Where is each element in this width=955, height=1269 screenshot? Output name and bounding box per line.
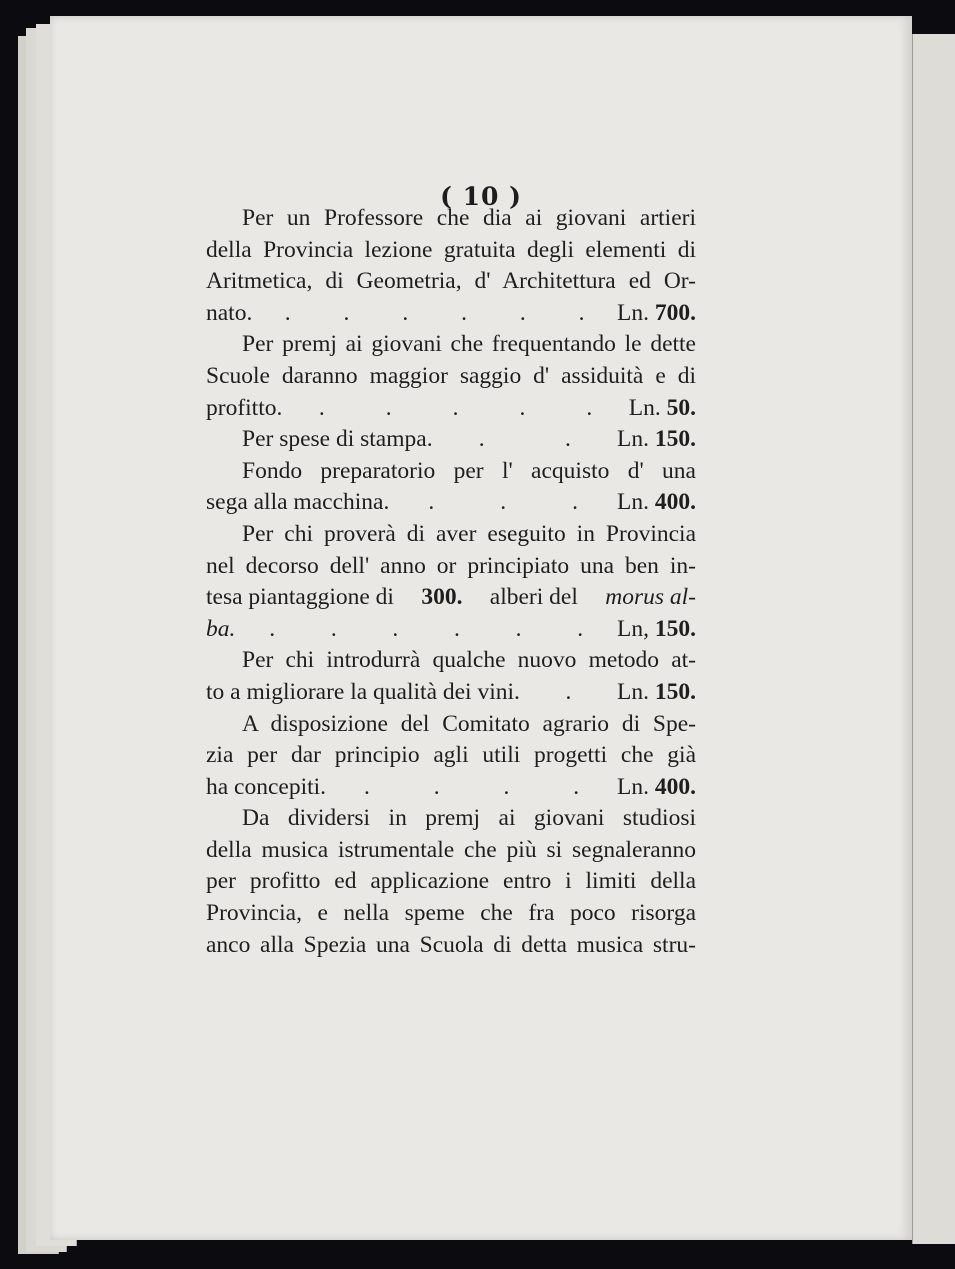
text-line: per profitto ed applicazione entro i limiti della [206, 868, 696, 895]
leader-dot: . [461, 299, 467, 326]
budget-entry [206, 456, 696, 519]
text-line: A disposizione del Comitato agrario di Spe- [242, 710, 696, 737]
text-line: Fondo preparatorio per l' acquisto d' una [242, 457, 696, 484]
amount-line [206, 677, 696, 709]
amount-line [206, 298, 696, 330]
currency: Ln. [617, 678, 649, 705]
amount-line [206, 424, 696, 456]
tree-count: 300. [421, 584, 463, 611]
currency: Ln. [617, 299, 649, 326]
entry-text: ba. [206, 615, 236, 642]
currency: Ln. [617, 489, 649, 516]
budget-entry [206, 519, 696, 645]
leader-dots [252, 298, 617, 330]
text-line: della Provincia lezione gratuita degli elementi di [206, 236, 696, 263]
entry-text: sega alla macchina. [206, 489, 390, 516]
line-text: alberi del [489, 584, 578, 611]
leader-dot: . [269, 615, 276, 642]
leader-dots [389, 487, 617, 519]
leader-dots [433, 424, 617, 456]
text-line: nel decorso dell' anno or principiato una ben in- [206, 552, 696, 579]
text-line: Da dividersi in premj ai giovani studiosi [242, 805, 696, 832]
leader-dot: . [578, 299, 585, 326]
leader-dot: . [572, 489, 578, 516]
amount [617, 677, 696, 709]
facing-page-edge [912, 34, 955, 1244]
leader-dot: . [402, 299, 409, 326]
entry-text: to a migliorare la qualità dei vini. [206, 678, 520, 705]
amount [617, 298, 696, 330]
text-line: Per chi introdurrà qualche nuovo metodo at- [242, 647, 696, 674]
leader-dots [282, 393, 628, 425]
text-line: Per premj ai giovani che frequentando le dette [242, 331, 696, 358]
leader-dot: . [503, 773, 510, 800]
amount [617, 424, 696, 456]
leader-dot: . [452, 394, 459, 421]
amount-value: 150. [654, 678, 696, 705]
latin-name: morus al- [605, 584, 696, 611]
leader-dot: . [519, 299, 526, 326]
leader-dot: . [343, 299, 350, 326]
leader-dots [235, 614, 617, 646]
leader-dot: . [564, 426, 571, 453]
text-line: Per chi proverà di aver eseguito in Provincia [242, 520, 696, 547]
amount-value: 400. [654, 489, 696, 516]
leader-dot: . [330, 615, 337, 642]
text-line [206, 582, 696, 614]
text-line: Provincia, e nella speme che fra poco risorga [206, 900, 696, 927]
amount-value: 400. [654, 773, 696, 800]
leader-dots [326, 772, 617, 804]
currency: Ln, [617, 615, 649, 642]
currency: Ln. [617, 773, 649, 800]
leader-dot: . [433, 773, 440, 800]
amount-line [206, 393, 696, 425]
entry-text: profitto. [206, 394, 283, 421]
entry-text: nato. [206, 299, 253, 326]
budget-entry [206, 424, 696, 456]
leader-dot: . [284, 299, 291, 326]
budget-entry [206, 645, 696, 708]
amount-value: 150. [654, 615, 696, 642]
leader-dot: . [454, 615, 460, 642]
amount-value: 150. [654, 426, 696, 453]
currency: Ln. [628, 394, 661, 421]
text-line: Per un Professore che dia ai giovani artieri [242, 205, 696, 231]
amount [617, 614, 696, 646]
page-body [206, 203, 696, 961]
text-line: anco alla Spezia una Scuola di detta musica stru- [206, 931, 696, 958]
amount-value: 50. [666, 394, 696, 421]
text-line: Scuole daranno maggior saggio d' assiduità e di [206, 362, 696, 389]
amount-value: 700. [654, 299, 696, 326]
amount [617, 487, 696, 519]
amount [629, 393, 696, 425]
text-line: zia per dar principio agli utili progetti che già [206, 742, 696, 769]
leader-dot: . [318, 394, 325, 421]
entry-text: ha concepiti. [206, 773, 327, 800]
leader-dot: . [515, 615, 522, 642]
entry-text: Per spese di stampa. [242, 426, 433, 453]
page-number: ( 10 ) [440, 182, 522, 211]
leader-dot: . [573, 773, 580, 800]
leader-dot: . [428, 489, 435, 516]
leader-dots [520, 677, 617, 709]
leader-dot: . [586, 394, 593, 421]
amount-line [206, 614, 696, 646]
leader-dot: . [519, 394, 526, 421]
amount-line [206, 772, 696, 804]
budget-entry [206, 329, 696, 424]
budget-entry [206, 803, 696, 961]
amount [617, 772, 696, 804]
leader-dot: . [385, 394, 392, 421]
leader-dot: . [363, 773, 370, 800]
leader-dot: . [392, 615, 399, 642]
leader-dot: . [478, 426, 485, 453]
text-line: della musica istrumentale che più si segnaleranno [206, 836, 696, 863]
text-line: Aritmetica, di Geometria, d' Architettura ed Or- [206, 268, 696, 295]
leader-dot: . [577, 615, 584, 642]
leader-dot: . [500, 489, 507, 516]
budget-entry [206, 709, 696, 804]
leader-dot: . [565, 678, 572, 705]
amount-line [206, 487, 696, 519]
currency: Ln. [617, 426, 649, 453]
budget-entry [206, 203, 696, 329]
line-text: tesa piantaggione di [206, 584, 394, 611]
